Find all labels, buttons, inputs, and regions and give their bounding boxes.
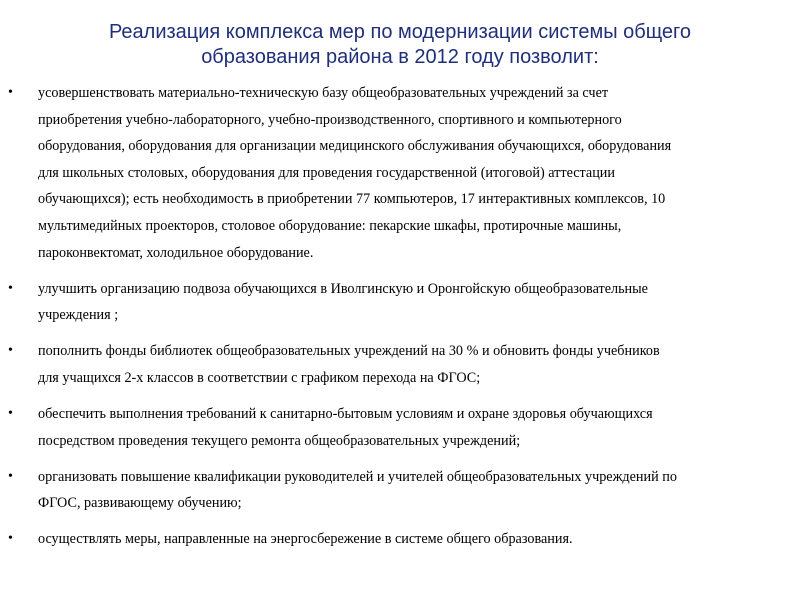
list-item-text-line: обеспечить выполнения требований к санитарно-бытовым условиям и охране здоровья обучающихся [38,406,653,423]
bullet-icon: • [8,343,13,359]
bullet-list [0,80,800,563]
page-title [0,20,800,70]
list-item [0,526,800,553]
list-item [0,464,800,517]
list-item-text-line: оборудования, оборудования для организации медицинского обслуживания обучающихся, оборудования [38,138,672,155]
list-item-text-line: для школьных столовых, оборудования для проведения государственной (итоговой) аттестации [38,164,615,181]
list-item [0,338,800,391]
title-line-2: образования района в 2012 году позволит: [201,46,599,68]
list-item-text-line: обучающихся); есть необходимость в приобретении 77 компьютеров, 17 интерактивных комплексов, 10 [38,191,666,208]
bullet-icon: • [8,85,13,100]
list-item [0,276,800,329]
bullet-icon: • [8,406,13,422]
bullet-icon: • [8,280,13,296]
list-item-text-line: осуществлять меры, направленные на энергосбережение в системе общего образования. [38,531,573,548]
list-item-text-line: пароконвектомат, холодильное оборудование. [38,244,314,261]
list-item-text-line: приобретения учебно-лабораторного, учебно-производственного, спортивного и компьютерного [38,111,622,128]
list-item [0,80,800,266]
list-item-text-line: улучшить организацию подвоза обучающихся в Иволгинскую и Оронгойскую общеобразовательные [38,280,648,297]
bullet-icon: • [8,531,13,547]
bullet-icon: • [8,468,13,484]
list-item-text-line: ФГОС, развивающему обучению; [38,495,242,512]
list-item-text-line: посредством проведения текущего ремонта общеобразовательных учреждений; [38,432,521,449]
list-item-text-line: усовершенствовать материально-техническую базу общеобразовательных учреждений за счет [38,85,609,101]
list-item [0,401,800,454]
list-item-text-line: учреждения ; [38,307,119,324]
list-item-text-line: пополнить фонды библиотек общеобразовательных учреждений на 30 % и обновить фонды учебников [38,343,660,360]
list-item-text-line: организовать повышение квалификации руководителей и учителей общеобразовательных учреждений по [38,468,677,485]
title-line-1: Реализация комплекса мер по модернизации системы общего [108,21,692,43]
list-item-text-line: для учащихся 2-х классов в соответствии с графиком перехода на ФГОС; [38,369,481,386]
list-item-text-line: мультимедийных проекторов, столовое оборудование: пекарские шкафы, протирочные машины, [38,217,622,234]
